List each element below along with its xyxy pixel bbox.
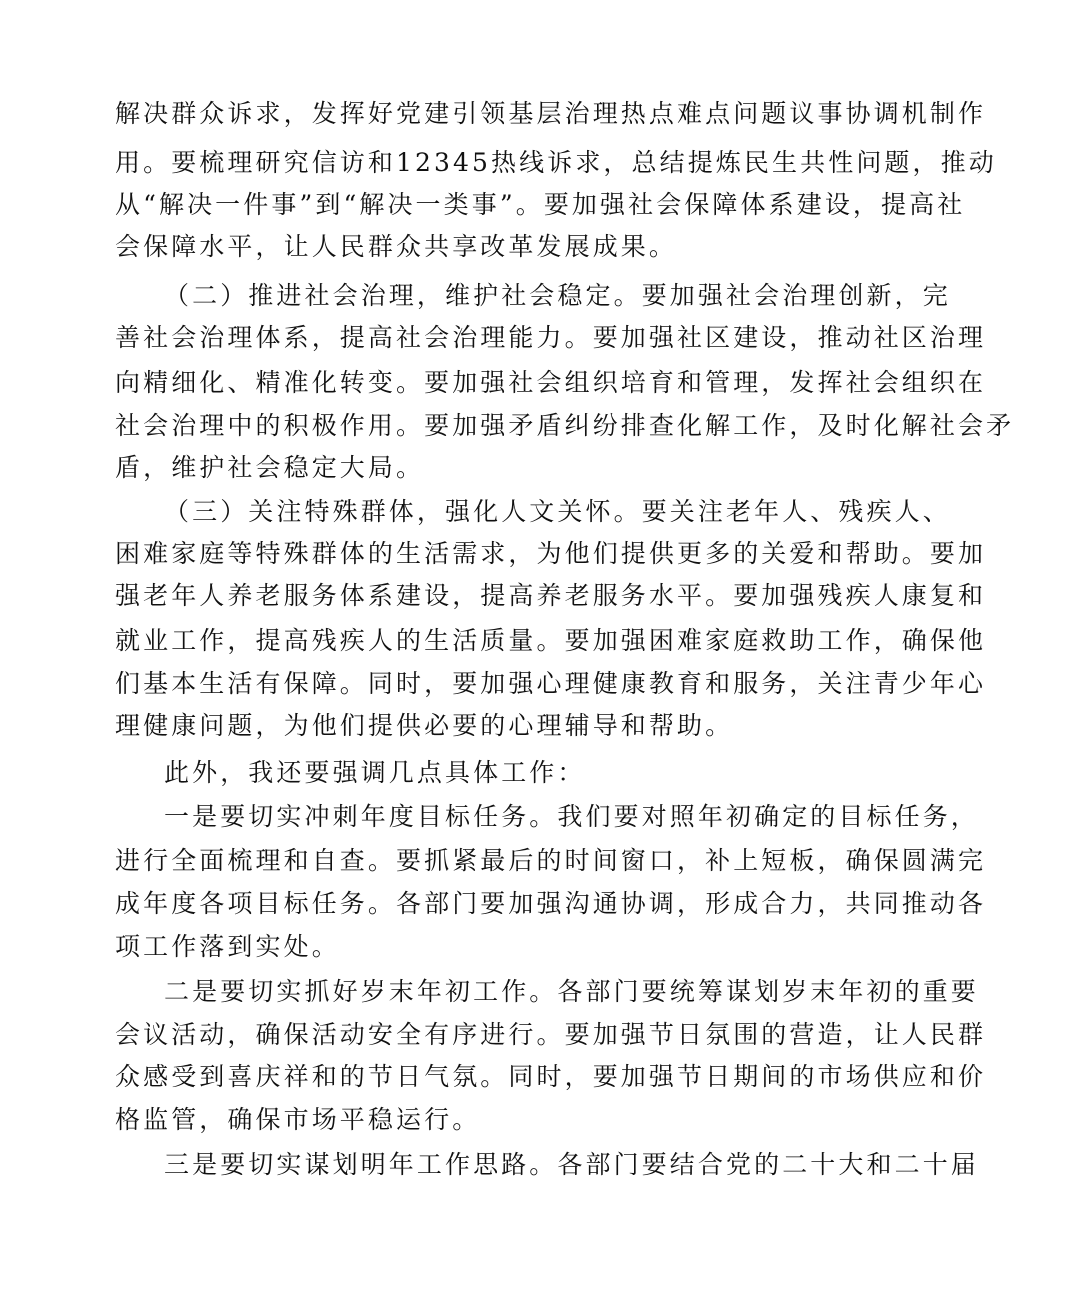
text-line: 盾，维护社会稳定大局。 — [115, 453, 425, 482]
text-line: 困难家庭等特殊群体的生活需求，为他们提供更多的关爱和帮助。要加 — [115, 539, 987, 568]
text-line: 理健康问题，为他们提供必要的心理辅导和帮助。 — [115, 711, 734, 740]
text-line: 众感受到喜庆祥和的节日气氛。同时，要加强节日期间的市场供应和价 — [115, 1062, 987, 1091]
text-line: 会议活动，确保活动安全有序进行。要加强节日氛围的营造，让人民群 — [115, 1020, 987, 1049]
text-line: 社会治理中的积极作用。要加强矛盾纠纷排查化解工作，及时化解社会矛 — [115, 411, 1015, 440]
text-line: 从“解决一件事”到“解决一类事”。要加强社会保障体系建设，提高社 — [115, 190, 966, 219]
text-line: 一是要切实冲刺年度目标任务。我们要对照年初确定的目标任务， — [164, 802, 979, 831]
text-line: 善社会治理体系，提高社会治理能力。要加强社区建设，推动社区治理 — [115, 323, 987, 352]
text-line: 强老年人养老服务体系建设，提高养老服务水平。要加强残疾人康复和 — [115, 581, 987, 610]
text-line: 三是要切实谋划明年工作思路。各部门要结合党的二十大和二十届 — [164, 1150, 979, 1179]
text-line: （三）关注特殊群体，强化人文关怀。要关注老年人、残疾人、 — [164, 497, 951, 526]
text-line: 向精细化、精准化转变。要加强社会组织培育和管理，发挥社会组织在 — [115, 368, 987, 397]
text-line: 成年度各项目标任务。各部门要加强沟通协调，形成合力，共同推动各 — [115, 889, 987, 918]
text-line: 此外，我还要强调几点具体工作： — [164, 758, 586, 787]
text-line: 们基本生活有保障。同时，要加强心理健康教育和服务，关注青少年心 — [115, 669, 987, 698]
text-line: 项工作落到实处。 — [115, 932, 340, 961]
text-line: 格监管，确保市场平稳运行。 — [115, 1105, 481, 1134]
text-line: 就业工作，提高残疾人的生活质量。要加强困难家庭救助工作，确保他 — [115, 626, 987, 655]
text-line: 用。要梳理研究信访和12345热线诉求，总结提炼民生共性问题，推动 — [115, 148, 997, 177]
text-line: 解决群众诉求，发挥好党建引领基层治理热点难点问题议事协调机制作 — [115, 99, 987, 128]
text-line: 会保障水平，让人民群众共享改革发展成果。 — [115, 232, 678, 261]
text-line: 二是要切实抓好岁末年初工作。各部门要统筹谋划岁末年初的重要 — [164, 977, 979, 1006]
text-line: （二）推进社会治理，维护社会稳定。要加强社会治理创新，完 — [164, 281, 951, 310]
text-line: 进行全面梳理和自查。要抓紧最后的时间窗口，补上短板，确保圆满完 — [115, 846, 987, 875]
